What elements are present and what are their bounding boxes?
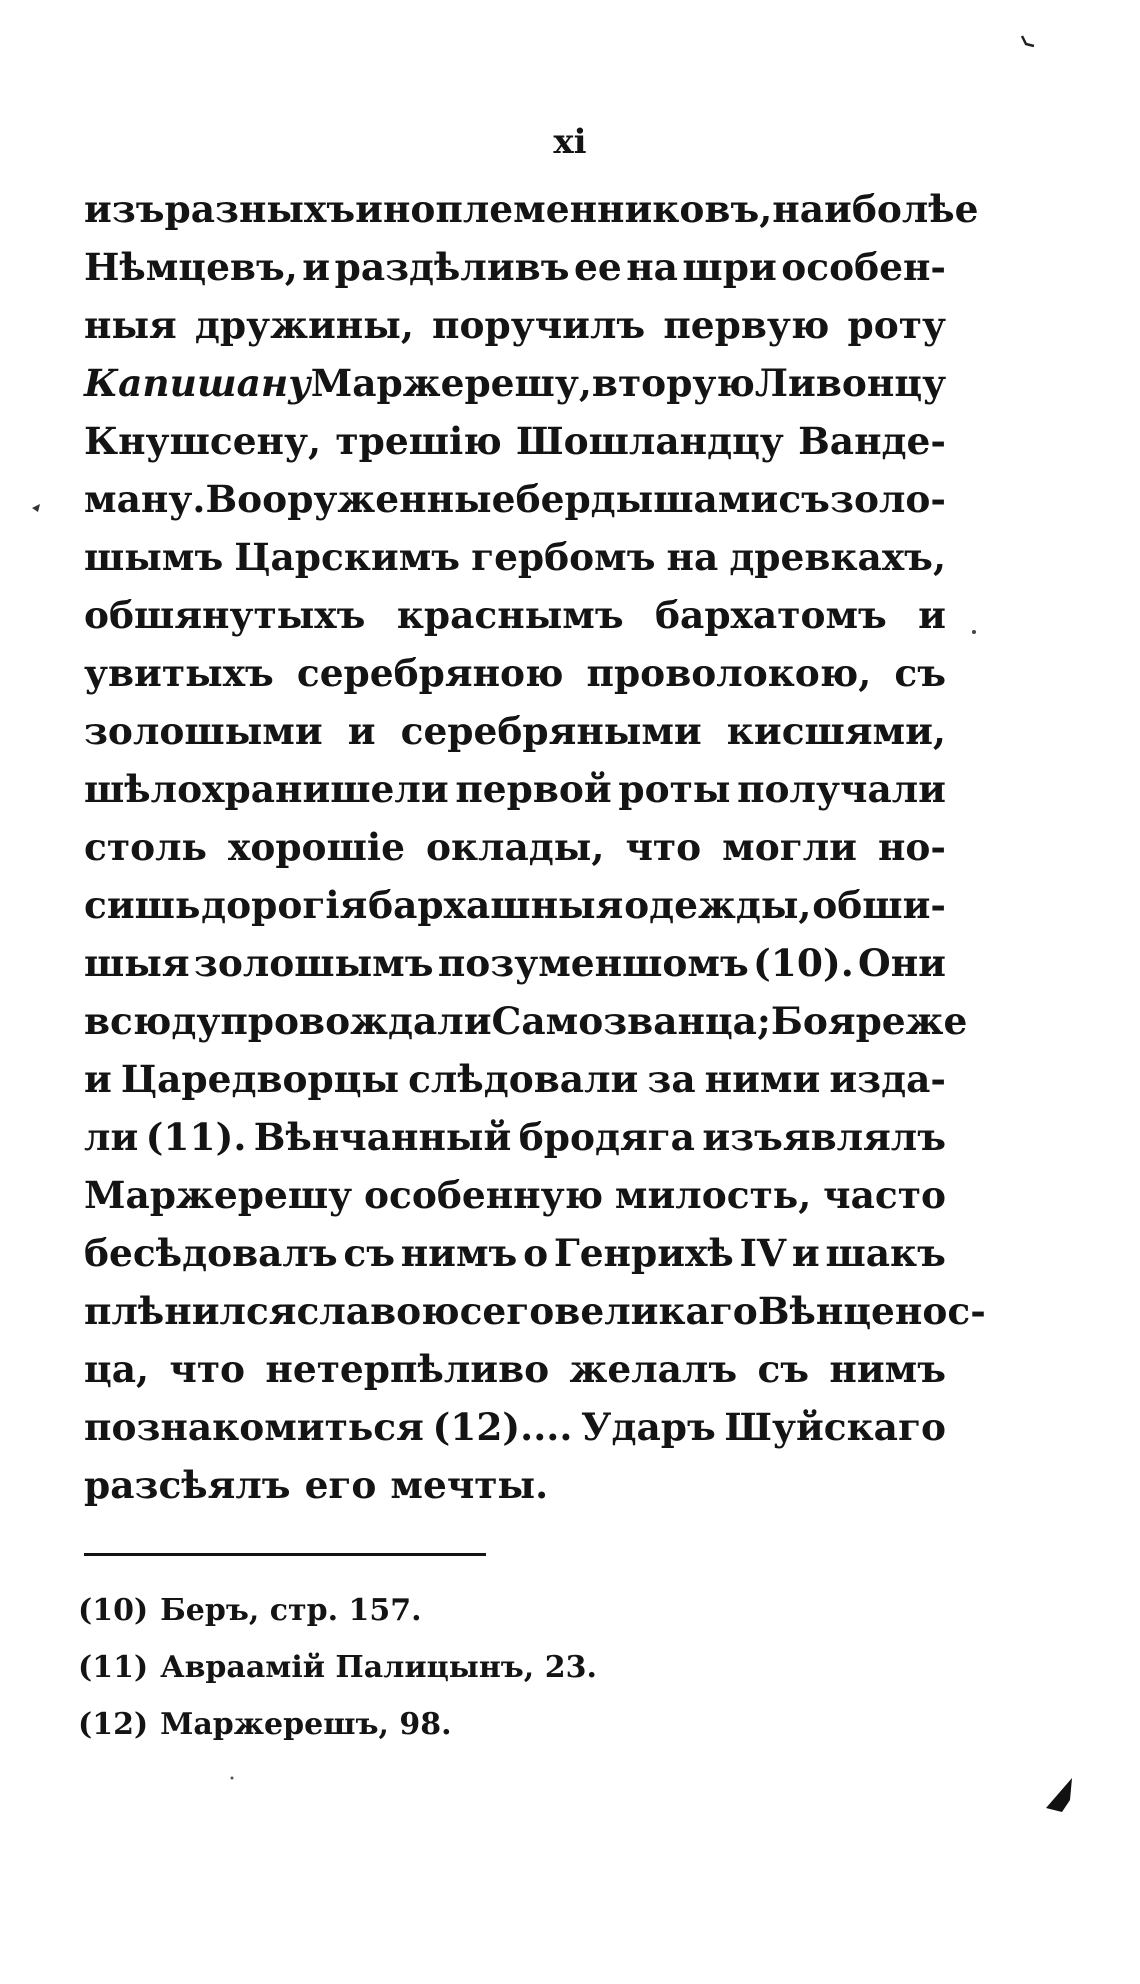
word: шри xyxy=(682,245,777,289)
word: на xyxy=(666,535,719,579)
word: же xyxy=(905,999,968,1043)
footnote-text: Маржерешъ, 98. xyxy=(160,1707,452,1742)
word: за xyxy=(647,1057,696,1101)
word: великаго xyxy=(554,1289,758,1333)
word: краснымъ xyxy=(396,593,624,637)
word: могли xyxy=(722,825,857,869)
word: Генрихѣ xyxy=(553,1231,734,1275)
word: дружины, xyxy=(194,303,414,347)
word: ныя xyxy=(84,303,177,347)
word: вторую xyxy=(591,361,755,405)
word: проволокою, xyxy=(586,651,872,695)
word: славою xyxy=(296,1289,460,1333)
footnote-12 xyxy=(78,1696,778,1753)
word: хорошіе xyxy=(227,825,405,869)
word: Нѣмцевъ, xyxy=(84,245,298,289)
word: всюду xyxy=(84,999,221,1043)
word: обши- xyxy=(812,883,946,927)
word: ману. xyxy=(84,477,206,521)
word: нимъ xyxy=(829,1347,946,1391)
word: первой xyxy=(455,767,612,811)
word: Маржерешу, xyxy=(310,361,592,405)
word: Капишану xyxy=(84,361,311,405)
body-text xyxy=(84,180,986,1514)
word: на xyxy=(626,245,678,289)
text-line xyxy=(84,992,968,1050)
text-line xyxy=(84,1282,986,1340)
word: съ xyxy=(343,1231,395,1275)
word: увитыхъ xyxy=(84,651,274,695)
word: особен- xyxy=(781,245,946,289)
text-line xyxy=(84,818,946,876)
word: сишь xyxy=(84,883,201,927)
word: желалъ xyxy=(569,1347,738,1391)
word: Кнушсену, xyxy=(84,419,322,463)
footnote-rule xyxy=(84,1553,486,1556)
word: и xyxy=(791,1231,820,1275)
word: роты xyxy=(618,767,731,811)
text-line xyxy=(84,354,946,412)
corner-mark xyxy=(1022,36,1034,46)
word: Царскимъ xyxy=(234,535,461,579)
word: Ливонцу xyxy=(754,361,947,405)
word: познакомиться xyxy=(84,1405,424,1449)
word: серебряною xyxy=(296,651,564,695)
margin-speck xyxy=(231,1777,234,1780)
footnote-11 xyxy=(78,1639,778,1696)
text-line xyxy=(84,1108,946,1166)
text-line xyxy=(84,1456,946,1514)
word: нетерпѣливо xyxy=(265,1347,550,1391)
word: плѣнился xyxy=(84,1289,297,1333)
word: бродяга xyxy=(518,1115,695,1159)
word: IV xyxy=(739,1231,787,1275)
word: слѣдовали xyxy=(408,1057,639,1101)
margin-speck xyxy=(32,504,40,512)
word: золо- xyxy=(830,477,946,521)
word: нимъ xyxy=(400,1231,518,1275)
word: Шошландцу xyxy=(516,419,784,463)
word: дорогія xyxy=(201,883,368,927)
word: бесѣдовалъ xyxy=(84,1231,338,1275)
word: Самозванца; xyxy=(491,999,771,1043)
word: шѣлохранишели xyxy=(84,767,449,811)
word: (11). xyxy=(145,1115,247,1159)
word: ца, xyxy=(84,1347,150,1391)
text-line xyxy=(84,296,946,354)
text-line xyxy=(84,934,946,992)
word: съ xyxy=(894,651,946,695)
word: наиболѣе xyxy=(772,187,979,231)
word: сего xyxy=(459,1289,555,1333)
footnote-number: (11) xyxy=(78,1650,149,1685)
word: Маржерешу xyxy=(84,1173,353,1217)
word: (10). xyxy=(753,941,854,985)
footnote-number: (10) xyxy=(78,1593,149,1628)
footnotes xyxy=(78,1582,778,1753)
word: шакъ xyxy=(825,1231,946,1275)
word: бархашныя xyxy=(368,883,624,927)
word: провождали xyxy=(220,999,492,1043)
word: столь xyxy=(84,825,207,869)
word: Бояре xyxy=(770,999,906,1043)
text-line xyxy=(84,1224,946,1282)
word: Они xyxy=(858,941,946,985)
margin-speck xyxy=(972,630,976,634)
word: роту xyxy=(847,303,946,347)
word: Ванде- xyxy=(798,419,946,463)
text-line xyxy=(84,470,946,528)
text-line xyxy=(84,1050,946,1108)
word: ее xyxy=(573,245,622,289)
word: изъявлялъ xyxy=(702,1115,946,1159)
word: особенную xyxy=(363,1173,604,1217)
word: (12).... xyxy=(432,1405,573,1449)
word: разныхъ xyxy=(164,187,356,231)
word: Вѣнчанный xyxy=(253,1115,512,1159)
footnote-number: (12) xyxy=(78,1707,149,1742)
text-line xyxy=(84,702,946,760)
word: шымъ xyxy=(84,535,224,579)
word: и xyxy=(347,709,376,753)
word: Вѣнценос- xyxy=(757,1289,986,1333)
word: одежды, xyxy=(624,883,812,927)
word: раздѣливъ xyxy=(334,245,570,289)
word: Вооруженные xyxy=(205,477,516,521)
word: и xyxy=(302,245,331,289)
text-line xyxy=(84,180,979,238)
word: часто xyxy=(823,1173,946,1217)
word: Ударъ xyxy=(581,1405,716,1449)
word: древкахъ, xyxy=(729,535,946,579)
word: Царедворцы xyxy=(120,1057,400,1101)
word: мечты. xyxy=(390,1463,549,1507)
text-line xyxy=(84,586,946,644)
word: бархатомъ xyxy=(655,593,887,637)
text-line xyxy=(84,412,946,470)
footnote-text: Беръ, стр. 157. xyxy=(160,1593,422,1628)
word: золошымъ xyxy=(193,941,434,985)
word: шыя xyxy=(84,941,190,985)
word: что xyxy=(169,1347,246,1391)
text-line xyxy=(84,1398,946,1456)
word: его xyxy=(304,1463,377,1507)
word: съ xyxy=(757,1347,810,1391)
word: бердышами xyxy=(515,477,779,521)
text-line xyxy=(84,238,946,296)
word: Шуйскаго xyxy=(724,1405,946,1449)
footnote-10 xyxy=(78,1582,778,1639)
word: поручилъ xyxy=(432,303,646,347)
word: обшянутыхъ xyxy=(84,593,366,637)
word: ними xyxy=(704,1057,821,1101)
word: оклады, xyxy=(425,825,605,869)
word: милость, xyxy=(614,1173,812,1217)
word: о xyxy=(523,1231,549,1275)
text-line xyxy=(84,876,946,934)
word: гербомъ xyxy=(471,535,656,579)
word: серебряными xyxy=(400,709,702,753)
word: изъ xyxy=(84,187,165,231)
word: разсѣялъ xyxy=(84,1463,291,1507)
text-line xyxy=(84,1340,946,1398)
word: трешію xyxy=(335,419,502,463)
word: получали xyxy=(737,767,946,811)
word: золошыми xyxy=(84,709,323,753)
word: и xyxy=(918,593,946,637)
ink-blot xyxy=(1046,1778,1072,1812)
text-line xyxy=(84,644,946,702)
word: изда- xyxy=(829,1057,946,1101)
word: позуменшомъ xyxy=(437,941,749,985)
word: кисшями, xyxy=(726,709,946,753)
word: ли xyxy=(84,1115,139,1159)
word: что xyxy=(625,825,702,869)
page-number: xi xyxy=(553,122,587,162)
word: съ xyxy=(778,477,830,521)
word: и xyxy=(84,1057,112,1101)
text-line xyxy=(84,528,946,586)
word: первую xyxy=(663,303,830,347)
text-line xyxy=(84,760,946,818)
footnote-text: Авраамій Палицынъ, 23. xyxy=(160,1650,597,1685)
word: но- xyxy=(877,825,946,869)
text-line xyxy=(84,1166,946,1224)
word: иноплеменниковъ, xyxy=(355,187,773,231)
